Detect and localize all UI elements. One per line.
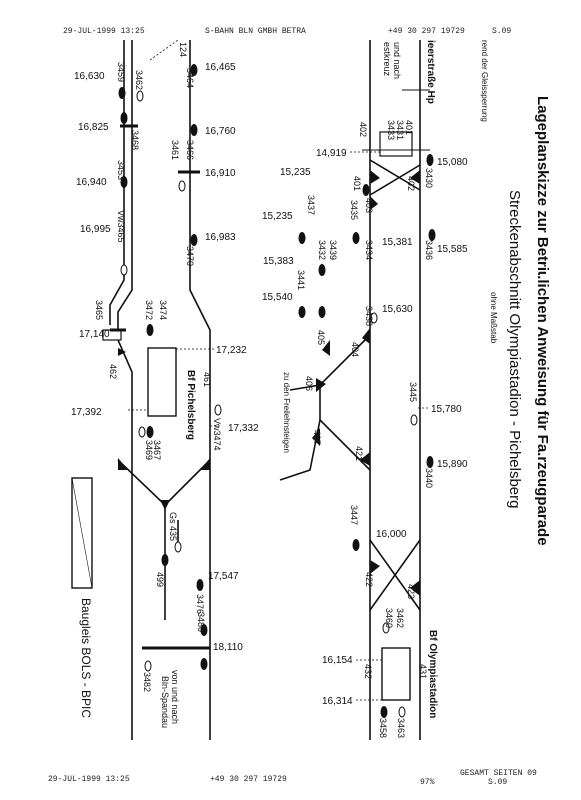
station-pichelsberg: Bf Pichelsberg [185, 370, 196, 441]
signal-3474 [147, 324, 154, 336]
baugleis-label: Baugleis BOLS - BPIC [79, 598, 93, 719]
km-16630: 16,630 [74, 71, 105, 82]
km-16154: 16,154 [322, 655, 353, 666]
fax-header-date: 29-JUL-1999 13:25 [63, 27, 145, 36]
km-16465: 16,465 [205, 62, 236, 73]
signal-vw3474-hollow [215, 405, 221, 415]
fax-footer-date: 29-JUL-1999 13:25 [48, 775, 130, 784]
lbl-3447: 3447 [349, 505, 359, 526]
km-16760: 16,760 [205, 126, 236, 137]
signal-3476 [197, 579, 204, 591]
lbl-3470: 3470 [185, 246, 195, 267]
lbl-406: 406 [304, 376, 314, 392]
note-von-und-nach: von und nach [170, 670, 180, 725]
left-diagonal-dashed [150, 40, 178, 60]
lbl-3439: 3439 [328, 240, 338, 261]
point-left-cross-1 [118, 458, 128, 470]
signal-3469 [147, 426, 154, 438]
point-401 [370, 170, 380, 184]
signal-3461-hollow [179, 181, 185, 191]
lbl-3482: 3482 [142, 672, 152, 693]
lbl-3467: 3467 [152, 440, 162, 461]
lbl-vw3474: Vw3474 [212, 418, 222, 451]
lbl-3466: 3466 [185, 140, 195, 161]
km-15235-b: 15,235 [262, 211, 293, 222]
platform-olympiastadion [382, 648, 410, 700]
signal-3432 [319, 264, 326, 276]
lbl-3453: 3453 [116, 160, 126, 181]
lbl-432: 432 [363, 664, 373, 680]
lbl-461: 461 [202, 372, 212, 388]
km-15381: 15,381 [382, 237, 413, 248]
km-16000: 16,000 [376, 529, 407, 540]
lbl-3440: 3440 [424, 468, 434, 489]
km-16825: 16,825 [78, 122, 109, 133]
signal-3440 [427, 456, 434, 468]
fax-footer-total-pages: GESAMT SEITEN 09 [460, 769, 537, 778]
station-olympiastadion: Bf Olympiastadion [427, 630, 438, 719]
signal-3445-hollow [411, 415, 417, 425]
lbl-423: 423 [406, 584, 416, 600]
km-17332: 17,332 [228, 423, 259, 434]
signal-3482-hollow [145, 661, 151, 671]
note-freilehnsteigen: zu den Freilehnsteigen [282, 372, 291, 453]
right-km-labels [262, 148, 468, 707]
lbl-3441: 3441 [296, 270, 306, 291]
signal-3435 [353, 232, 360, 244]
lbl-3460: 3460 [384, 608, 394, 629]
km-15235-a: 15,235 [280, 167, 311, 178]
km-17232: 17,232 [216, 345, 247, 356]
lbl-407: 407 [312, 430, 322, 446]
lbl-3433: 3433 [386, 120, 396, 141]
lbl-403: 403 [364, 198, 374, 214]
km-15630: 15,630 [382, 304, 413, 315]
km-16910: 16,910 [205, 168, 236, 179]
lbl-3430: 3430 [424, 168, 434, 189]
signal-3437 [299, 232, 306, 244]
signal-3470 [191, 234, 198, 246]
signal-yard [162, 554, 169, 566]
diagram-title: Lageplanskizze zur Betriɩ.lichen Anweisung für Fa.rzeugparade [534, 96, 551, 546]
scale-note: ohne Maßstab [489, 292, 498, 344]
top-note: rend der Gleissperrung [480, 40, 489, 122]
lbl-3474: 3474 [158, 300, 168, 321]
lbl-3468: 3468 [130, 130, 140, 151]
km-15780: 15,780 [431, 404, 462, 415]
lbl-421: 421 [354, 446, 364, 462]
note-und-nach: und nach [392, 42, 402, 80]
fax-footer-percent: 97% [420, 778, 435, 787]
lbl-124: 124 [178, 42, 188, 58]
km-17547: 17,547 [208, 571, 239, 582]
signal-3482-dark [201, 658, 208, 670]
signal-3430 [427, 154, 434, 166]
lbl-vw3465: Vw3465 [116, 210, 126, 243]
lbl-3432: 3432 [317, 240, 327, 261]
signal-3467-hollow [139, 427, 145, 437]
signal-3441 [299, 306, 306, 318]
signal-3458 [381, 706, 388, 718]
lbl-402b: 402 [406, 176, 416, 192]
lbl-3437: 3437 [306, 195, 316, 216]
signal-3468 [121, 112, 128, 124]
lbl-462: 462 [108, 364, 118, 380]
fax-footer-phone: +49 30 297 19729 [210, 775, 287, 784]
lbl-3435: 3435 [349, 200, 359, 221]
lbl-3462: 3462 [395, 608, 405, 629]
lbl-3459: 3459 [116, 62, 126, 83]
km-15585: 15,585 [437, 244, 468, 255]
km-15383: 15,383 [263, 256, 294, 267]
signal-3463-hollow [399, 707, 405, 717]
signal-3465-hollow [121, 265, 127, 275]
lbl-3458: 3458 [378, 718, 388, 739]
lbl-3436: 3436 [424, 240, 434, 261]
lbl-3472: 3472 [144, 300, 154, 321]
lbl-402: 402 [358, 122, 368, 138]
km-15080: 15,080 [437, 157, 468, 168]
km-16995: 16,995 [80, 224, 111, 235]
km-16983: 16,983 [205, 232, 236, 243]
fax-header-phone: +49 30 297 19729 [388, 27, 465, 36]
km-17140: 17,140 [79, 329, 110, 340]
lbl-3445: 3445 [408, 382, 418, 403]
lbl-3462: 3462 [134, 70, 144, 91]
signal-3439 [319, 306, 326, 318]
lbl-gs435: Gs 435 [168, 512, 178, 542]
fax-header-sender: S-BAHN BLN GMBH BETRA [205, 27, 306, 36]
lbl-3476: 3476 [195, 594, 205, 615]
station-top: ieerstraße Hp [425, 40, 436, 104]
lbl-431: 431 [418, 664, 428, 680]
left-track-a [118, 40, 132, 740]
km-15540: 15,540 [262, 292, 293, 303]
lbl-499: 499 [155, 572, 165, 588]
lbl-3463: 3463 [396, 718, 406, 739]
lbl-3438: 3438 [364, 306, 374, 327]
km-16940: 16,940 [76, 177, 107, 188]
signal-499-hollow [175, 542, 181, 552]
lbl-3480: 3480 [196, 612, 206, 633]
point-left-cross-2 [200, 458, 210, 470]
lbl-404: 404 [350, 342, 360, 358]
lbl-405: 405 [316, 330, 326, 346]
signal-3466 [191, 124, 198, 136]
lbl-422: 422 [364, 572, 374, 588]
km-16314: 16,314 [322, 696, 353, 707]
note-bln-spandau: Bln-Spandau [160, 676, 170, 729]
point-gs435 [160, 500, 170, 510]
km-14919: 14,919 [316, 148, 347, 159]
signal-3459 [119, 87, 126, 99]
diagram-route: Streckenabschnitt Olympiastadion - Pichelsberg [506, 190, 523, 509]
signal-3447 [353, 539, 360, 551]
lbl-401: 401 [404, 120, 414, 136]
lbl-3434: 3434 [364, 240, 374, 261]
note-westkreuz: estkreuz [382, 42, 392, 77]
km-15890: 15,890 [437, 459, 468, 470]
lbl-3461: 3461 [170, 140, 180, 161]
fax-header-page: S.09 [492, 27, 512, 36]
lbl-401b: 401 [352, 176, 362, 192]
signal-top-left [363, 184, 370, 196]
signal-3462-hollow [137, 91, 143, 101]
fax-footer-page: S.09 [488, 778, 508, 787]
km-18110: 18,110 [213, 642, 243, 653]
lbl-3469: 3469 [144, 440, 154, 461]
platform-pichelsberg [148, 348, 176, 416]
km-17392: 17,392 [71, 407, 102, 418]
lbl-3465: 3465 [94, 300, 104, 321]
lbl-3464: 3464 [185, 68, 195, 89]
right-cross-2 [370, 540, 420, 610]
lbl-3431: 3431 [395, 120, 405, 141]
